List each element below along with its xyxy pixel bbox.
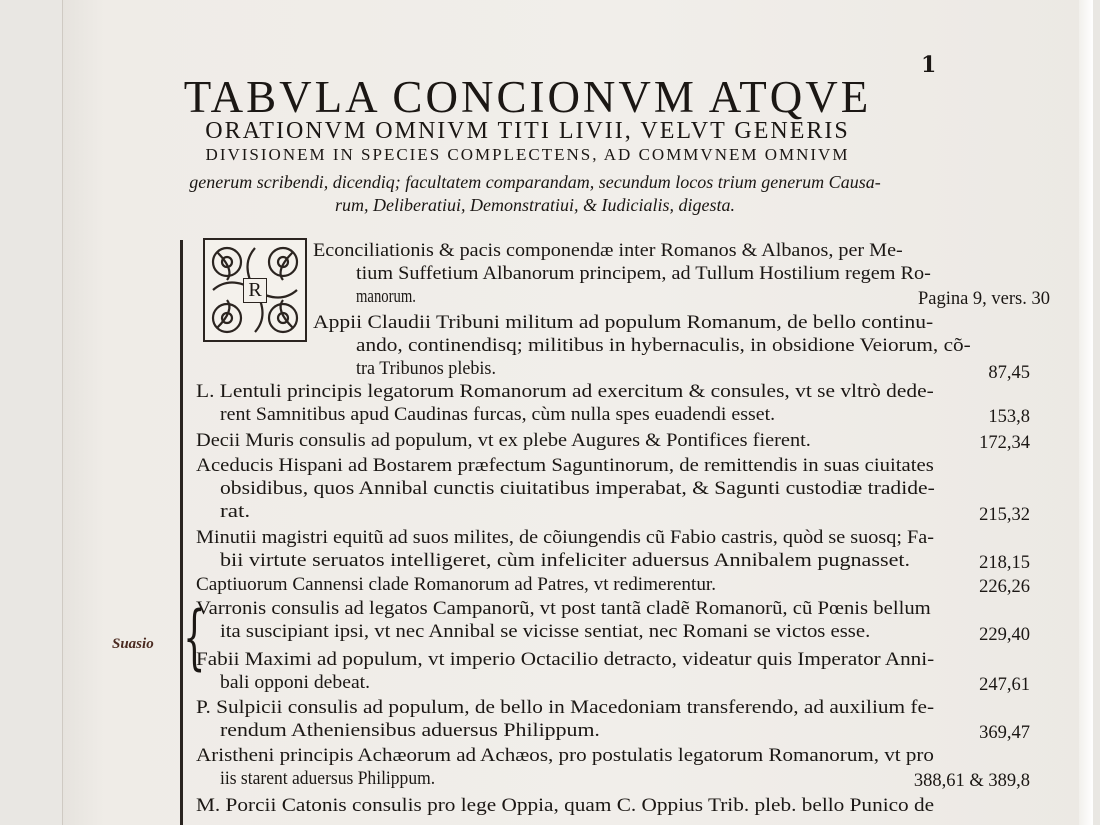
page-reference: 218,15	[979, 553, 1030, 573]
page-reference: 215,32	[979, 505, 1030, 525]
entry-line: rat.	[220, 502, 251, 522]
page-reference: 247,61	[979, 675, 1030, 695]
entry-line: Captiuorum Cannensi clade Romanorum ad Patres, vt redimerentur.	[196, 575, 717, 595]
title-line-2: ORATIONVM OMNIVM TITI LIVII, VELVT GENERIS	[205, 118, 850, 144]
entry-line: Varronis consulis ad legatos Campanorũ, vt post tantã cladẽ Romanorũ, cũ Pœnis bellum	[196, 599, 931, 619]
page-reference: Pagina 9, vers. 30	[917, 289, 1050, 309]
page-reference: 226,26	[979, 577, 1030, 597]
entry-line: Appii Claudii Tribuni militum ad populum Romanum, de bello continu-	[313, 313, 934, 333]
entry-line: bali opponi debeat.	[220, 673, 371, 693]
entry-line: tium Suffetium Albanorum principem, ad Tullum Hostilium regem Ro-	[356, 264, 931, 284]
entry-line: Aristheni principis Achæorum ad Achæos, pro postulatis legatorum Romanorum, vt pro	[196, 746, 934, 766]
entry-line: rent Samnitibus apud Caudinas furcas, cùm nulla spes euadendi esset.	[220, 405, 776, 425]
title-line-1: TABVLA CONCIONVM ATQVE	[183, 72, 872, 122]
entry-line: L. Lentuli principis legatorum Romanorum ad exercitum & consules, vt se vltrò dede-	[196, 382, 934, 402]
page-reference: 153,8	[988, 407, 1030, 427]
entry-line: manorum.	[356, 287, 416, 307]
page-reference: 172,34	[979, 433, 1030, 453]
entry-line: rendum Atheniensibus aduersus Philippum.	[220, 721, 600, 741]
entry-line: obsidibus, quos Annibal cunctis ciuitatibus imperabat, & Sagunti custodiæ tradide-	[220, 479, 935, 499]
entry-line: Minutii magistri equitũ ad suos milites, de cõiungendis cũ Fabio castris, quòd se suosq; Fa-	[196, 528, 934, 548]
subtitle-line-2: rum, Deliberatiui, Demonstratiui, & Iudicialis, digesta.	[335, 195, 735, 215]
entry-line: bii virtute seruatos intelligeret, cùm infeliciter aduersus Annibalem pugnasset.	[220, 551, 911, 571]
entry-line: Decii Muris consulis ad populum, vt ex plebe Augures & Pontifices fierent.	[196, 431, 811, 451]
page-reference: 388,61 & 389,8	[913, 771, 1030, 791]
page-reference: 87,45	[988, 363, 1030, 383]
bracket-rule	[180, 240, 183, 825]
entry-line: M. Porcii Catonis consulis pro lege Oppia, quam C. Oppius Trib. pleb. bello Punico de	[196, 796, 935, 816]
page-reference: 369,47	[979, 723, 1030, 743]
entry-line: iis starent aduersus Philippum.	[220, 769, 436, 789]
subtitle-line-1: generum scribendi, dicendiq; facultatem comparandam, secundum locos trium generum Causa-	[189, 172, 881, 192]
page-edge	[1079, 0, 1093, 825]
margin-note: Suasio	[112, 636, 154, 652]
entry-line: Fabii Maximi ad populum, vt imperio Octacilio detracto, videatur quis Imperator Anni-	[196, 650, 935, 670]
entry-line: ita suscipiant ipsi, vt nec Annibal se vicisse sentiat, nec Romani se victos esse.	[220, 622, 871, 642]
page-reference: 229,40	[979, 625, 1030, 645]
initial-letter: R	[243, 278, 266, 303]
entry-line: P. Sulpicii consulis ad populum, de bello in Macedoniam transferendo, ad auxilium fe-	[196, 698, 935, 718]
ornamental-initial	[203, 238, 307, 342]
brace-glyph: {	[183, 596, 206, 678]
entry-line: Aceducis Hispani ad Bostarem præfectum Saguntinorum, de remittendis in suas ciuitates	[196, 456, 934, 476]
entry-line: Econciliationis & pacis componendæ inter Romanos & Albanos, per Me-	[313, 241, 903, 261]
page-number: 1	[921, 52, 937, 78]
title-line-3: DIVISIONEM IN SPECIES COMPLECTENS, AD COMMVNEM OMNIVM	[205, 145, 850, 164]
entry-line: ando, continendisq; militibus in hybernaculis, in obsidione Veiorum, cõ-	[356, 336, 971, 356]
entry-line: tra Tribunos plebis.	[356, 359, 496, 379]
